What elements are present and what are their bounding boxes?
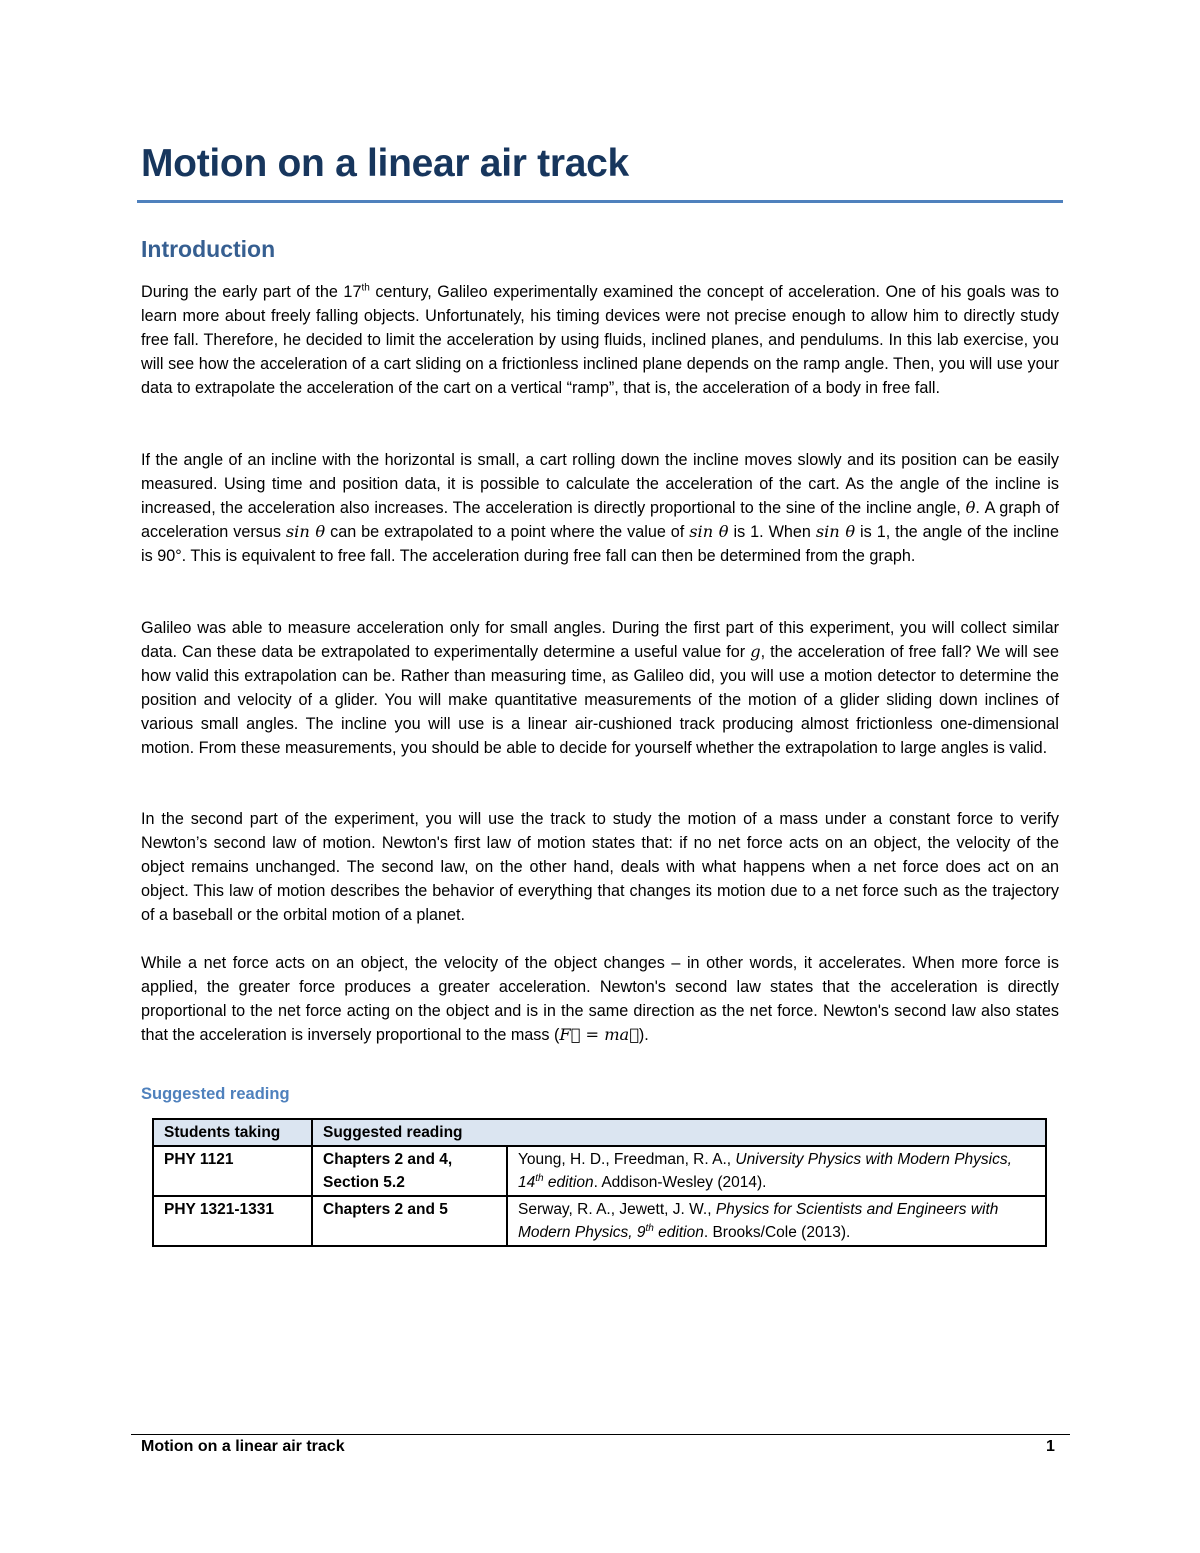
reference-cell: Young, H. D., Freedman, R. A., University Physics with Modern Physics, 14th edition. Addison-Wesley (2014).	[507, 1146, 1046, 1196]
table-header-cell: Suggested reading	[312, 1119, 1046, 1146]
course-cell: PHY 1321-1331	[153, 1196, 312, 1246]
table-row	[153, 1146, 1046, 1196]
chapters-cell: Chapters 2 and 5	[312, 1196, 507, 1246]
page-title: Motion on a linear air track	[141, 142, 629, 185]
page-number: 1	[1046, 1438, 1055, 1455]
chapters-cell: Chapters 2 and 4, Section 5.2	[312, 1146, 507, 1196]
course-cell: PHY 1121	[153, 1146, 312, 1196]
math-g: g	[750, 642, 761, 661]
footer-title: Motion on a linear air track	[141, 1438, 345, 1455]
table-row	[153, 1196, 1046, 1246]
suggested-reading-table	[152, 1118, 1047, 1247]
math-sin-theta: sin θ	[285, 522, 326, 541]
table-header-cell: Students taking	[153, 1119, 312, 1146]
table-header-row	[153, 1119, 1046, 1146]
paragraph-3: Galileo was able to measure acceleration only for small angles. During the first part of this experiment, you will collect similar data. Can these data be extrapolated to experimentally determine a useful value for g, the acceleration of free fall? We will see how valid this extrapolation can be. Rather than measuring time, as Galileo did, you will use a motion detector to determine the position and velocity of a glider. You will make quantitative measurements of the motion of a glider sliding down inclines of various small angles. The incline you will use is a linear air-cushioned track producing almost frictionless one-dimensional motion. From these measurements, you should be able to decide for yourself whether the extrapolation to large angles is valid.	[141, 619, 1059, 757]
math-sin-theta: sin θ	[815, 522, 856, 541]
section-heading-suggested-reading: Suggested reading	[141, 1085, 290, 1103]
paragraph-1: During the early part of the 17th century, Galileo experimentally examined the concept of acceleration. One of his goals was to learn more about freely falling objects. Unfortunately, his timing devices were not precise enough to allow him to directly study free fall. Therefore, he decided to limit the acceleration by using fluids, inclined planes, and pendulums. In this lab exercise, you will see how the acceleration of a cart sliding on a frictionless inclined plane depends on the ramp angle. Then, you will use your data to extrapolate the acceleration of the cart on a vertical “ramp”, that is, the acceleration of a body in free fall.	[141, 282, 1059, 397]
math-theta: θ	[965, 498, 976, 517]
title-underline	[137, 200, 1063, 203]
paragraph-5: While a net force acts on an object, the velocity of the object changes – in other words, it accelerates. When more force is applied, the greater force produces a greater acceleration. Newton's second law states that the acceleration is directly proportional to the net force acting on the object and is in the same direction as the net force. Newton's second law also states that the acceleration is inversely proportional to the mass (F⃗ = ma⃗).	[141, 954, 1059, 1044]
footer-rule	[131, 1434, 1070, 1435]
math-sin-theta: sin θ	[689, 522, 729, 541]
reference-cell: Serway, R. A., Jewett, J. W., Physics for Scientists and Engineers with Modern Physics, 9th edition. Brooks/Cole (2013).	[507, 1196, 1046, 1246]
math-newton-second-law: F⃗ = ma⃗	[559, 1025, 639, 1044]
section-heading-introduction: Introduction	[141, 236, 276, 262]
paragraph-2: If the angle of an incline with the horizontal is small, a cart rolling down the incline moves slowly and its position can be easily measured. Using time and position data, it is possible to calculate the acceleration of the cart. As the angle of the incline is increased, the acceleration also increases. The acceleration is directly proportional to the sine of the incline angle, θ. A graph of acceleration versus sin θ can be extrapolated to a point where the value of sin θ is 1. When sin θ is 1, the angle of the incline is 90°. This is equivalent to free fall. The acceleration during free fall can then be determined from the graph.	[141, 451, 1060, 565]
paragraph-4: In the second part of the experiment, you will use the track to study the motion of a mass under a constant force to verify Newton’s second law of motion. Newton's first law of motion states that: if no net force acts on an object, the velocity of the object remains unchanged. The second law, on the other hand, deals with what happens when a net force does act on an object. This law of motion describes the behavior of everything that changes its motion due to a net force such as the trajectory of a baseball or the orbital motion of a planet.	[141, 810, 1059, 924]
